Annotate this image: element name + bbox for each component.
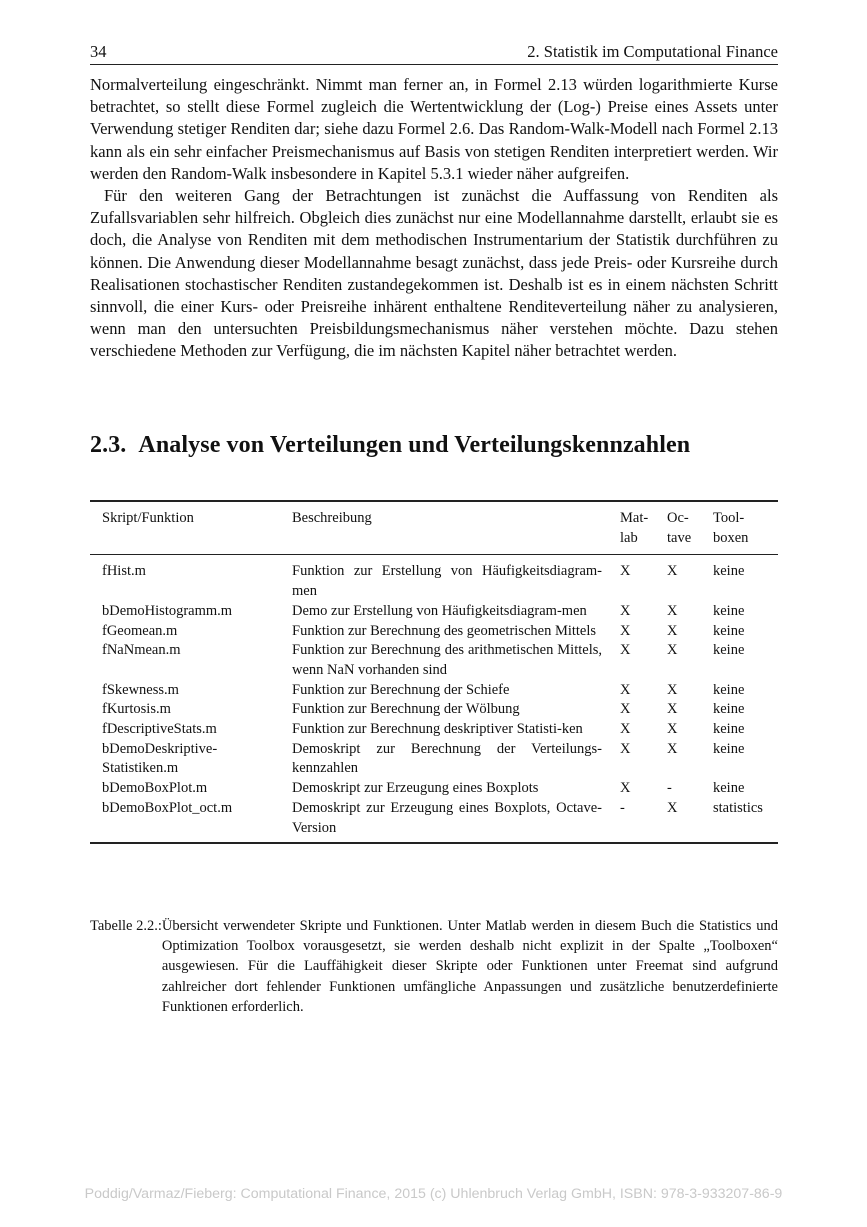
table-row	[90, 779, 778, 799]
cell-description: Demo zur Erstellung von Häufigkeitsdiagram-men	[292, 602, 587, 619]
cell-script-name: bDemoHistogramm.m	[102, 602, 233, 619]
cell-matlab-support: X	[620, 563, 631, 580]
table-row	[90, 799, 778, 843]
page-header	[90, 42, 778, 65]
table-row	[90, 555, 778, 602]
cell-matlab-support: X	[620, 721, 631, 738]
cell-script-name: fKurtosis.m	[102, 701, 171, 718]
cell-octave-support: X	[667, 681, 678, 698]
cell-octave-support: X	[667, 642, 678, 659]
table-row	[90, 720, 778, 740]
cell-description: Funktion zur Berechnung des arithmetischen Mittels, wenn NaN vorhanden sind	[292, 642, 602, 678]
cell-description: Funktion zur Erstellung von Häufigkeitsdiagram-men	[292, 563, 602, 600]
table-caption	[90, 916, 778, 1017]
cell-description: Funktion zur Berechnung der Wölbung	[292, 701, 520, 718]
cell-matlab-support: X	[620, 740, 631, 757]
cell-script-name: fDescriptiveStats.m	[102, 721, 217, 738]
cell-script-name: bDemoBoxPlot_oct.m	[102, 799, 233, 816]
section-heading	[90, 432, 690, 459]
cell-description: Funktion zur Berechnung der Schiefe	[292, 681, 510, 698]
cell-toolboxes: keine	[713, 622, 745, 639]
table-row	[90, 700, 778, 720]
body-text	[90, 74, 778, 363]
cell-script-name: fNaNmean.m	[102, 642, 181, 659]
copyright-watermark: Poddig/Varmaz/Fieberg: Computational Finance, 2015 (c) Uhlenbruch Verlag GmbH, ISBN: 978-3-933207-86-9	[84, 1186, 783, 1202]
column-header-toolboxes: Tool- boxen	[713, 510, 749, 546]
cell-matlab-support: -	[620, 799, 625, 816]
cell-octave-support: X	[667, 740, 678, 757]
table-row	[90, 641, 778, 680]
cell-toolboxes: keine	[713, 642, 745, 659]
section-number: 2.3.	[90, 432, 127, 458]
cell-octave-support: -	[667, 780, 672, 797]
table-row	[90, 602, 778, 622]
cell-octave-support: X	[667, 799, 678, 816]
cell-description: Demoskript zur Erzeugung eines Boxplots, Octave-Version	[292, 799, 602, 836]
cell-toolboxes: keine	[713, 701, 745, 718]
cell-matlab-support: X	[620, 780, 631, 797]
cell-script-name: bDemoDeskriptive-Statistiken.m	[102, 740, 218, 777]
running-title: 2. Statistik im Computational Finance	[527, 42, 778, 61]
cell-script-name: bDemoBoxPlot.m	[102, 780, 208, 797]
cell-matlab-support: X	[620, 602, 631, 619]
caption-text: Übersicht verwendeter Skripte und Funktionen. Unter Matlab werden in diesem Buch die Statistics und Optimization Toolbox vorausgesetzt, sie werden deshalb nicht explizit in der Spalte „Toolboxen“ ausgewiesen. Für die Lauffähigkeit dieser Skripte oder Funktionen unter Freemat sind aufgrund zahlreicher dort fehlender Funktionen umfängliche Anpassungen und zusätzliche benutzerdefinierte Funktionen erforderlich.	[161, 918, 778, 1015]
column-header-matlab: Mat- lab	[620, 510, 649, 546]
cell-matlab-support: X	[620, 701, 631, 718]
column-header-description: Beschreibung	[292, 510, 372, 526]
table-header-row	[90, 501, 778, 555]
scripts-table	[90, 500, 778, 844]
section-title: Analyse von Verteilungen und Verteilungskennzahlen	[138, 432, 691, 458]
table-row	[90, 740, 778, 779]
column-header-script: Skript/Funktion	[102, 510, 194, 526]
cell-script-name: fSkewness.m	[102, 681, 179, 698]
cell-matlab-support: X	[620, 622, 631, 639]
cell-description: Funktion zur Berechnung des geometrischen Mittels	[292, 622, 597, 639]
cell-toolboxes: keine	[713, 721, 745, 738]
paragraph: Normalverteilung eingeschränkt. Nimmt man ferner an, in Formel 2.13 würden logarithmierte Kurse betrachtet, so stellt diese Formel zugleich die Wertentwicklung der (Log-) Preise eines Assets unter Verwendung stetiger Renditen dar; siehe dazu Formel 2.6. Das Random-Walk-Modell nach Formel 2.13 kann als ein sehr einfacher Preismechanismus auf Basis von stetigen Renditen interpretiert werden. Wir werden den Random-Walk insbesondere in Kapitel 5.3.1 wieder näher aufgreifen.	[90, 75, 778, 183]
cell-matlab-support: X	[620, 642, 631, 659]
cell-toolboxes: keine	[713, 563, 745, 580]
cell-toolboxes: keine	[713, 780, 745, 797]
cell-description: Funktion zur Berechnung deskriptiver Statisti-ken	[292, 721, 583, 738]
cell-octave-support: X	[667, 721, 678, 738]
cell-matlab-support: X	[620, 681, 631, 698]
table-body	[90, 555, 778, 843]
column-header-octave: Oc- tave	[667, 510, 692, 546]
cell-description: Demoskript zur Erzeugung eines Boxplots	[292, 780, 539, 797]
cell-toolboxes: keine	[713, 602, 745, 619]
cell-script-name: fHist.m	[102, 563, 146, 580]
cell-script-name: fGeomean.m	[102, 622, 178, 639]
cell-octave-support: X	[667, 563, 678, 580]
caption-label: Tabelle 2.2.:	[90, 918, 162, 934]
paragraph: Für den weiteren Gang der Betrachtungen ist zunächst die Auffassung von Renditen als Zufallsvariablen sehr hilfreich. Obgleich dies zunächst nur eine Modellannahme darstellt, erlaubt sie es doch, die Analyse von Renditen mit dem methodischen Instrumentarium der Statistik durchführen zu können. Die Anwendung dieser Modellannahme besagt zunächst, dass jede Preis- oder Kursreihe durch Realisationen stochastischer Renditen zustandegekommen ist. Deshalb ist es in einem nächsten Schritt sinnvoll, die einer Kurs- oder Preisreihe inhärent enthaltene Renditeverteilung näher zu analysieren, wenn man den untersuchten Preisbildungsmechanismus näher verstehen möchte. Dazu stehen verschiedene Methoden zur Verfügung, die im nächsten Kapitel näher betrachtet werden.	[90, 186, 778, 361]
cell-toolboxes: keine	[713, 740, 745, 757]
cell-octave-support: X	[667, 602, 678, 619]
cell-octave-support: X	[667, 622, 678, 639]
table-row	[90, 681, 778, 701]
table-row	[90, 622, 778, 642]
page-number: 34	[90, 42, 107, 61]
cell-octave-support: X	[667, 701, 678, 718]
cell-description: Demoskript zur Berechnung der Verteilungs-kennzahlen	[292, 740, 602, 777]
cell-toolboxes: keine	[713, 681, 745, 698]
cell-toolboxes: statistics	[713, 799, 763, 816]
